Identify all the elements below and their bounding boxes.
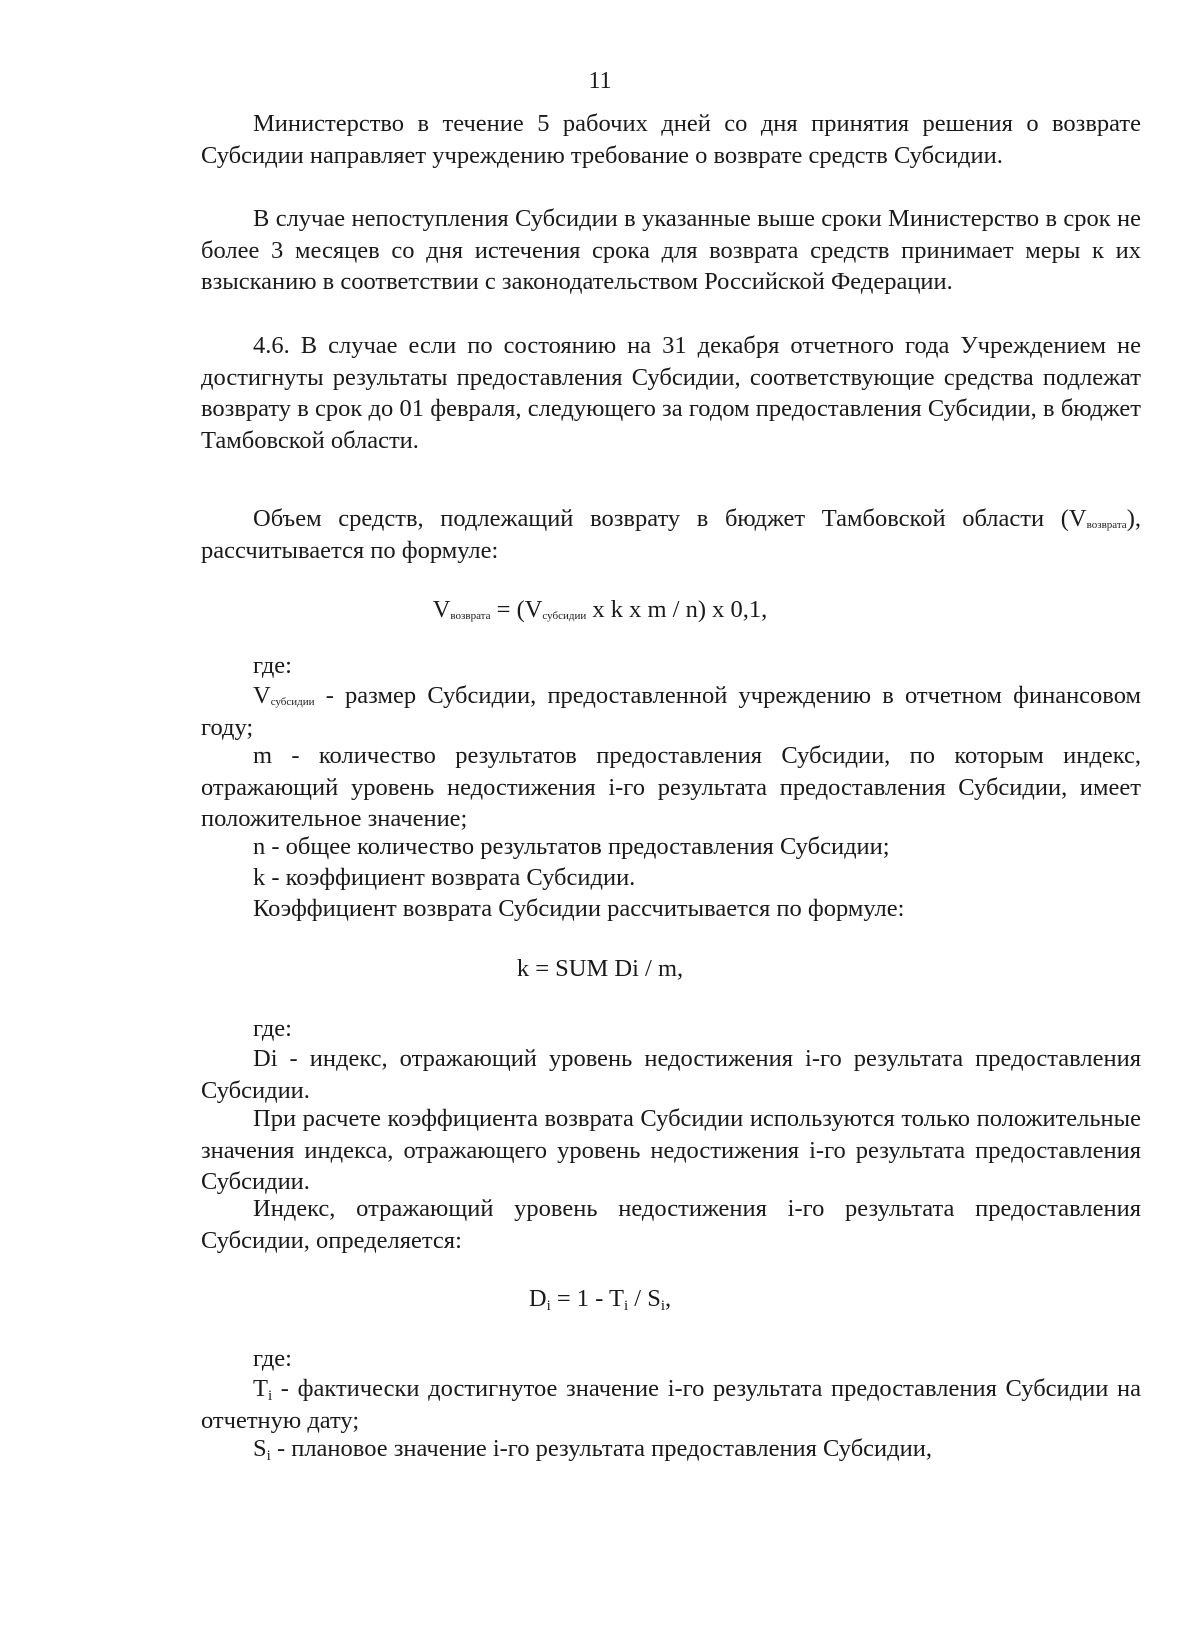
def-v-subscript: субсидии xyxy=(270,696,315,708)
definition-n: n - общее количество результатов предоставления Субсидии; xyxy=(253,833,890,860)
def-s-subscript: i xyxy=(266,1448,271,1464)
def-t-text: - фактически достигнутое значение i-го результата предоставления Субсидии на отчетную дату; xyxy=(201,1375,1141,1434)
formula3-d: D xyxy=(528,1285,547,1312)
definition-m: m - количество результатов предоставления Субсидии, по которым индекс, отражающий уровень недостижения i-го результата предоставления Субсидии, имеет положительное значение; xyxy=(201,742,1141,832)
formula3-d-sub: i xyxy=(546,1298,551,1314)
definition-v-subsidy xyxy=(201,680,1141,743)
paragraph-non-receipt: В случае непоступления Субсидии в указанные выше сроки Министерство в срок не более 3 месяцев со дня истечения срока для возврата средств принимает меры к их взысканию в соответствии с законодательством Российской Федерации. xyxy=(201,205,1141,295)
def-t-symbol: T xyxy=(253,1375,268,1402)
k-formula-intro: Коэффициент возврата Субсидии рассчитывается по формуле: xyxy=(253,895,905,922)
paragraph-volume-intro xyxy=(201,503,1141,566)
where-label-2: где: xyxy=(253,1015,292,1042)
def-v-symbol: V xyxy=(253,682,271,709)
formula3-end: , xyxy=(665,1285,672,1312)
def-s-symbol: S xyxy=(253,1435,267,1462)
def-v-text: - размер Субсидии, предоставленной учреждению в отчетном финансовом году; xyxy=(201,682,1141,741)
formula1-subsidy-sub: субсидии xyxy=(542,610,587,622)
paragraph-index-defined: Индекс, отражающий уровень недостижения i-го результата предоставления Субсидии, определяется: xyxy=(201,1195,1141,1254)
definition-di: Di - индекс, отражающий уровень недостижения i-го результата предоставления Субсидии. xyxy=(201,1045,1141,1104)
def-s-text: - плановое значение i-го результата предоставления Субсидии, xyxy=(270,1435,932,1462)
definition-ti xyxy=(201,1373,1141,1436)
formula-di xyxy=(0,1283,1200,1315)
formula3-t-sub: i xyxy=(623,1298,629,1314)
formula1-v: V xyxy=(432,596,451,623)
where-label-1: где: xyxy=(253,652,292,679)
paragraph-ministry-request: Министерство в течение 5 рабочих дней со дня принятия решения о возврате Субсидии направляет учреждению требование о возврате средств Субсидии. xyxy=(201,110,1141,169)
formula3-mid: = 1 - T xyxy=(550,1285,624,1312)
volume-intro-subscript: возврата xyxy=(1086,519,1127,531)
formula3-slash: / S xyxy=(628,1285,661,1312)
formula-return-volume xyxy=(0,594,1200,626)
page-number: 11 xyxy=(588,68,612,94)
where-label-3: где: xyxy=(253,1345,292,1372)
formula1-eq: = (V xyxy=(490,596,543,623)
formula-k: k = SUM Di / m, xyxy=(516,955,684,982)
paragraph-positive-values: При расчете коэффициента возврата Субсидии используются только положительные значения индекса, отражающего уровень недостижения i-го результата предоставления Субсидии. xyxy=(201,1105,1141,1195)
formula1-v-sub: возврата xyxy=(450,610,491,622)
formula1-rest: x k x m / n) x 0,1, xyxy=(586,596,768,623)
formula3-s-sub: i xyxy=(660,1298,666,1314)
paragraph-4-6: 4.6. В случае если по состоянию на 31 декабря отчетного года Учреждением не достигнуты результаты предоставления Субсидии, соответствующие средства подлежат возврату в срок до 01 февраля, следующего за годом предоставления Субсидии, в бюджет Тамбовской области. xyxy=(201,332,1141,454)
def-t-subscript: i xyxy=(267,1388,273,1404)
definition-si xyxy=(201,1433,1141,1465)
volume-intro-text-b: ), рассчитывается по формуле: xyxy=(201,505,1141,564)
definition-k: k - коэффициент возврата Субсидии. xyxy=(253,864,636,891)
volume-intro-text-a: Объем средств, подлежащий возврату в бюджет Тамбовской области (V xyxy=(253,505,1087,532)
